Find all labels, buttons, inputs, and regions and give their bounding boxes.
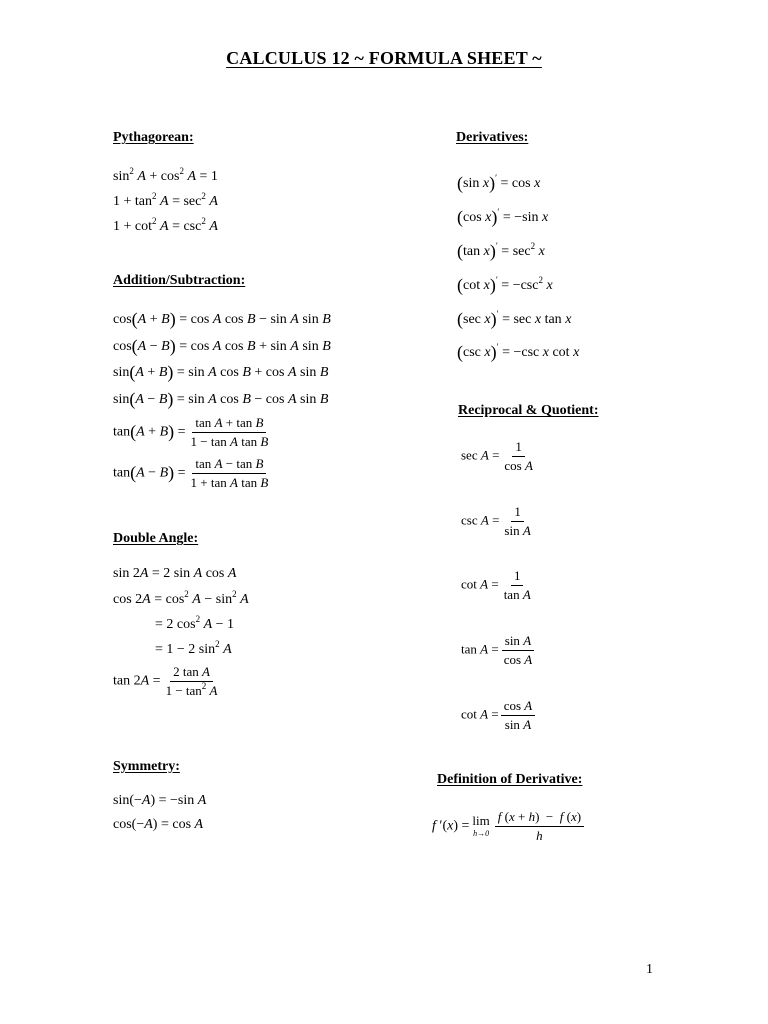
formula-add-2: cos(A − B) = cos A cos B + sin A sin B xyxy=(113,336,331,356)
heading-definition: Definition of Derivative: xyxy=(437,772,583,787)
formula-double-4: = 1 − 2 $\sin^2 A$ xyxy=(155,639,232,657)
formula-quot-cot: cot A = $\frac{\text{cos A}}{\text{sin A}}$ xyxy=(461,697,537,734)
formula-sym-1: sin(−A) = −sin A xyxy=(113,793,207,808)
formula-add-4: sin(A − B) = sin A cos B − cos A sin B xyxy=(113,389,329,409)
page-title: CALCULUS 12 ~ FORMULA SHEET ~ xyxy=(226,48,542,68)
formula-recip-csc: csc A = $\frac{1}{\text{sin A}}$ xyxy=(461,504,531,538)
heading-pythagorean: Pythagorean: xyxy=(113,130,194,145)
formula-add-1: cos(A + B) = cos A cos B − sin A sin B xyxy=(113,309,331,329)
formula-double-2: $\cos 2A = \cos^2 A - \sin^2 A$ xyxy=(113,589,249,607)
formula-deriv-tan: (tan $x)' = \sec^2 x$ xyxy=(457,241,545,261)
formula-deriv-sin: (sin x)′ = cos x xyxy=(457,173,541,193)
heading-double-angle: Double Angle: xyxy=(113,531,199,546)
heading-derivatives: Derivatives: xyxy=(456,130,529,145)
formula-add-3: sin(A + B) = sin A cos B + cos A sin B xyxy=(113,362,329,382)
formula-deriv-cos: (cos x)′ = −sin x xyxy=(457,207,549,227)
heading-reciprocal: Reciprocal & Quotient: xyxy=(458,403,599,418)
page-number: 1 xyxy=(646,962,653,977)
formula-deriv-csc: (csc x)′ = −csc x cot x xyxy=(457,342,580,362)
formula-definition: f ′(x) = lim h→0 $\frac{f (x + h) - f (x)}{h}$ xyxy=(432,808,586,845)
formula-pyth-1: $\sin^2 A + \cos^2 A = 1$ xyxy=(113,166,218,184)
formula-add-6: tan(A − B) = $\frac{\text{tan A − tan B}}{\text{1 + tan A tan B}}$ xyxy=(113,456,269,490)
formula-pyth-2: $1 + \tan^2 A = \sec^2 A$ xyxy=(113,191,218,209)
formula-deriv-sec: (sec x)′ = sec x tan x xyxy=(457,309,572,329)
heading-symmetry: Symmetry: xyxy=(113,759,180,774)
formula-double-3: = 2 $\cos^2 A - 1$ xyxy=(155,614,235,632)
heading-addition: Addition/Subtraction: xyxy=(113,273,246,288)
formula-quot-tan: tan A = $\frac{\text{sin A}}{\text{cos A}}$ xyxy=(461,633,533,667)
formula-recip-sec: sec A = $\frac{1}{\text{cos A}}$ xyxy=(461,439,533,473)
formula-recip-cot: cot A = $\frac{1}{\text{tan A}}$ xyxy=(461,568,531,602)
formula-double-1: sin 2A = 2 sin A cos A xyxy=(113,566,237,581)
formula-add-5: tan(A + B) = $\frac{\text{tan A + tan B}}{\text{1 − tan A tan B}}$ xyxy=(113,415,269,449)
formula-double-5: tan 2A = $\frac{\text{2 tan A}}{1 - \tan^2 A}$ xyxy=(113,664,218,698)
formula-sym-2: cos(−A) = cos A xyxy=(113,817,204,832)
formula-deriv-cot: (cot $x)' = -\csc^2$ x xyxy=(457,275,553,295)
formula-pyth-3: $1 + \cot^2 A = \csc^2 A$ xyxy=(113,216,218,234)
